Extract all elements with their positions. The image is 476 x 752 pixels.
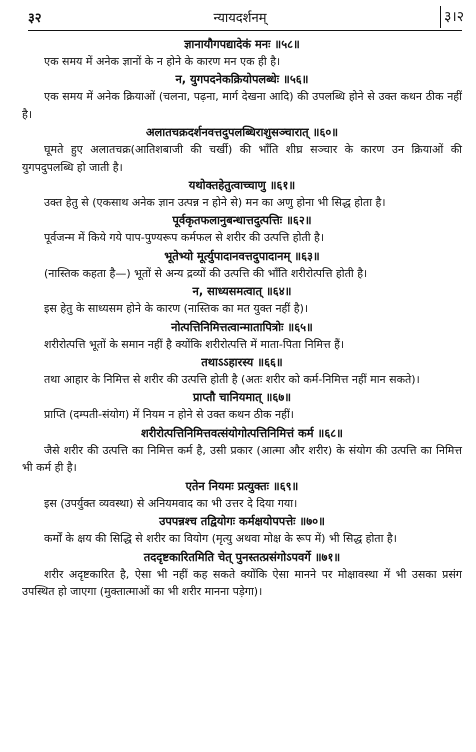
sutra-62: पूर्वकृतफलानुबन्धात्तदुत्पत्तिः ॥६२॥ (172, 213, 312, 228)
commentary-59: एक समय में अनेक क्रियाओं (चलना, पढ़ना, मार्ग देखना आदि) की उपलब्धि होने से उक्त कथन ठीक नहीं है। (22, 90, 462, 121)
sutra-68: शरीरोत्पत्तिनिमित्तवत्संयोगोत्पत्तिनिमित्तं कर्म ॥६८॥ (140, 425, 343, 440)
sutra-63: भूतेभ्यो मूर्त्युपादानवत्तदुपादानम् ॥६३॥ (164, 248, 320, 263)
sutra-64: न, साध्यसमत्वात् ॥६४॥ (192, 284, 292, 299)
commentary-69: इस (उपर्युक्त व्यवस्था) से अनियमवाद का भी उत्तर दे दिया गया। (44, 496, 298, 510)
sutra-59: न, युगपदनेकक्रियोपलब्धेः ॥५६॥ (175, 72, 309, 87)
commentary-67: प्राप्ति (दम्पती-संयोग) में नियम न होने से उक्त कथन ठीक नहीं। (44, 408, 294, 422)
page-number: ३२ (28, 11, 42, 26)
sutra-58: ज्ञानायौगपद्यादेकं मनः ॥५८॥ (184, 37, 300, 51)
sutra-65: नोत्पत्तिनिमित्तत्वान्मातापित्रोः ॥६५॥ (171, 319, 313, 334)
commentary-60: घूमते हुए अलातचक्र(आतिशबाजी की चर्खी) की भाँति शीघ्र सञ्चार के कारण उन क्रियाओं की युगपदुपलब्धि हो जाती है। (22, 143, 462, 174)
sutra-60: अलातचक्रदर्शनवत्तदुपलब्धिराशुसञ्चारात् ॥६०॥ (145, 125, 339, 140)
commentary-71: शरीर अदृष्टकारित है, ऐसा भी नहीं कह सकते क्योंकि ऐसा मानने पर मोक्षावस्था में भी उसका प्रसंग उपस्थित हो जाएगा (मुक्तात्माओं का भी शरीर मानना पड़ेगा)। (22, 567, 462, 598)
sutra-61: यथोक्तहेतुत्वाच्चाणु ॥६१॥ (188, 178, 296, 193)
commentary-58: एक समय में अनेक ज्ञानों के न होने के कारण मन एक ही है। (44, 55, 281, 68)
sutra-71: तददृष्टकारितमिति चेत् पुनस्तत्प्रसंगोऽपवर्गे ॥७१॥ (143, 549, 341, 564)
commentary-65: शरीरोत्पत्ति भूतों के समान नहीं है क्योंकि शरीरोत्पत्ति में माता-पिता निमित्त हैं। (44, 337, 345, 351)
sutra-66: तथाऽऽहारस्य ॥६६॥ (201, 355, 283, 370)
commentary-63: (नास्तिक कहता है—) भूतों से अन्य द्रव्यों की उत्पत्ति की भाँति शरीरोत्पत्ति होती है। (44, 266, 368, 280)
section-reference-text: ३।२ (444, 9, 464, 25)
page-header (16, 6, 464, 28)
commentary-61: उक्त हेतु से (एकसाथ अनेक ज्ञान उत्पन्न न होने से) मन का अणु होना भी सिद्ध होता है। (44, 196, 386, 210)
commentary-62: पूर्वजन्म में किये गये पाप-पुण्यरूप कर्मफल से शरीर की उत्पत्ति होती है। (44, 231, 325, 245)
sutra-69: एतेन नियमः प्रत्युक्तः ॥६९॥ (185, 478, 299, 493)
commentary-70: कर्मों के क्षय की सिद्धि से शरीर का वियोग (मृत्यु अथवा मोक्ष के रूप में) भी सिद्ध होता है। (44, 532, 397, 546)
header-rule (28, 30, 462, 31)
sutra-67: प्राप्तौ चानियमात् ॥६७॥ (192, 390, 292, 405)
commentary-68: जैसे शरीर की उत्पत्ति का निमित्त कर्म है, उसी प्रकार (आत्मा और शरीर) के संयोग की उत्पत्ति का निमित्त भी कर्म ही है। (22, 443, 462, 475)
sutra-70: उपपन्नश्च तद्वियोगः कर्मक्षयोपपत्तेः ॥७०॥ (159, 514, 325, 529)
page-body (22, 36, 462, 601)
commentary-66: तथा आहार के निमित्त से शरीर की उत्पत्ति होती है (अतः शरीर को कर्म-निमित्त नहीं मान सकते)। (44, 373, 420, 387)
commentary-64: इस हेतु के साध्यसम होने के कारण (नास्तिक का मत युक्त नहीं है)। (44, 302, 309, 316)
running-title: न्यायदर्शनम् (213, 11, 267, 26)
section-reference (440, 6, 464, 28)
